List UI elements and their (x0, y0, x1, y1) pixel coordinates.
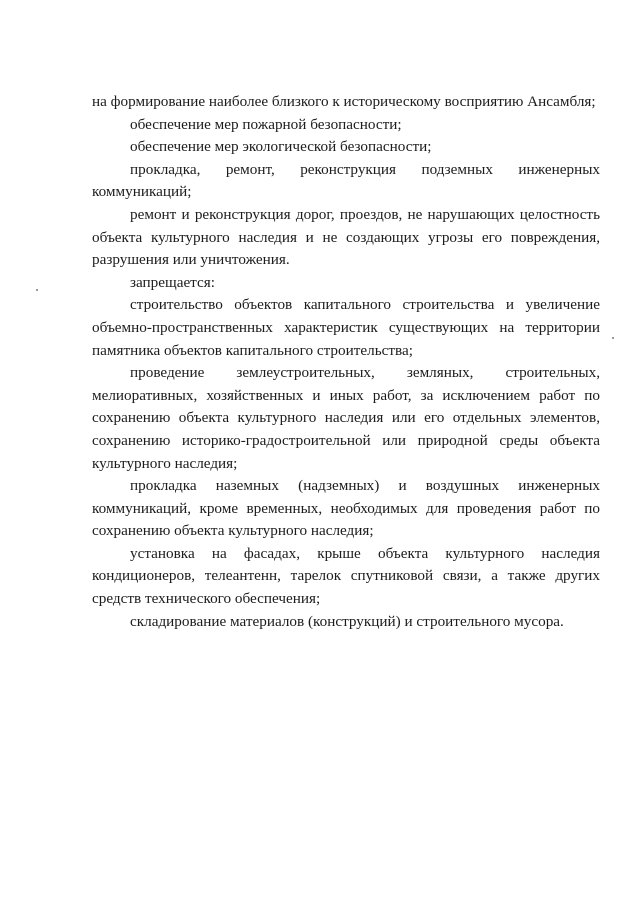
paragraph-ecological-safety: обеспечение мер экологической безопасности; (130, 138, 432, 156)
paragraph-facade-equipment: установка на фасадах, крыше объекта культурного наследия кондиционеров, телеантенн, тарелок спутниковой связи, а также других средств технического обеспечения; (92, 544, 600, 608)
paragraph-material-storage: складирование материалов (конструкций) и строительного мусора. (130, 612, 564, 630)
paragraph-overhead-utilities: прокладка наземных (надземных) и воздушных инженерных коммуникаций, кроме временных, необходимых для проведения работ по сохранению объекта культурного наследия; (92, 477, 600, 540)
document-body (92, 91, 600, 633)
paragraph-prohibited-heading: запрещается: (130, 273, 215, 291)
scan-speck (612, 337, 614, 339)
paragraph-underground-utilities: прокладка, ремонт, реконструкция подземных инженерных коммуникаций; (92, 160, 600, 201)
scan-speck (36, 289, 38, 291)
paragraph-continuation: на формирование наиболее близкого к историческому восприятию Ансамбля; (92, 93, 596, 110)
paragraph-earthworks: проведение землеустроительных, земляных, строительных, мелиоративных, хозяйственных и иных работ, за исключением работ по сохранению объекта культурного наследия или его отдельных элементов, сохранению историко-градостроительной или природной среды объекта культурного наследия; (92, 364, 600, 472)
paragraph-fire-safety: обеспечение мер пожарной безопасности; (130, 115, 402, 133)
paragraph-capital-construction: строительство объектов капитального строительства и увеличение объемно-пространственных характеристик существующих на территории памятника объектов капитального строительства; (92, 296, 600, 359)
paragraph-road-repair: ремонт и реконструкция дорог, проездов, не нарушающих целостность объекта культурного наследия и не создающих угрозы его повреждения, разрушения или уничтожения. (92, 205, 600, 269)
